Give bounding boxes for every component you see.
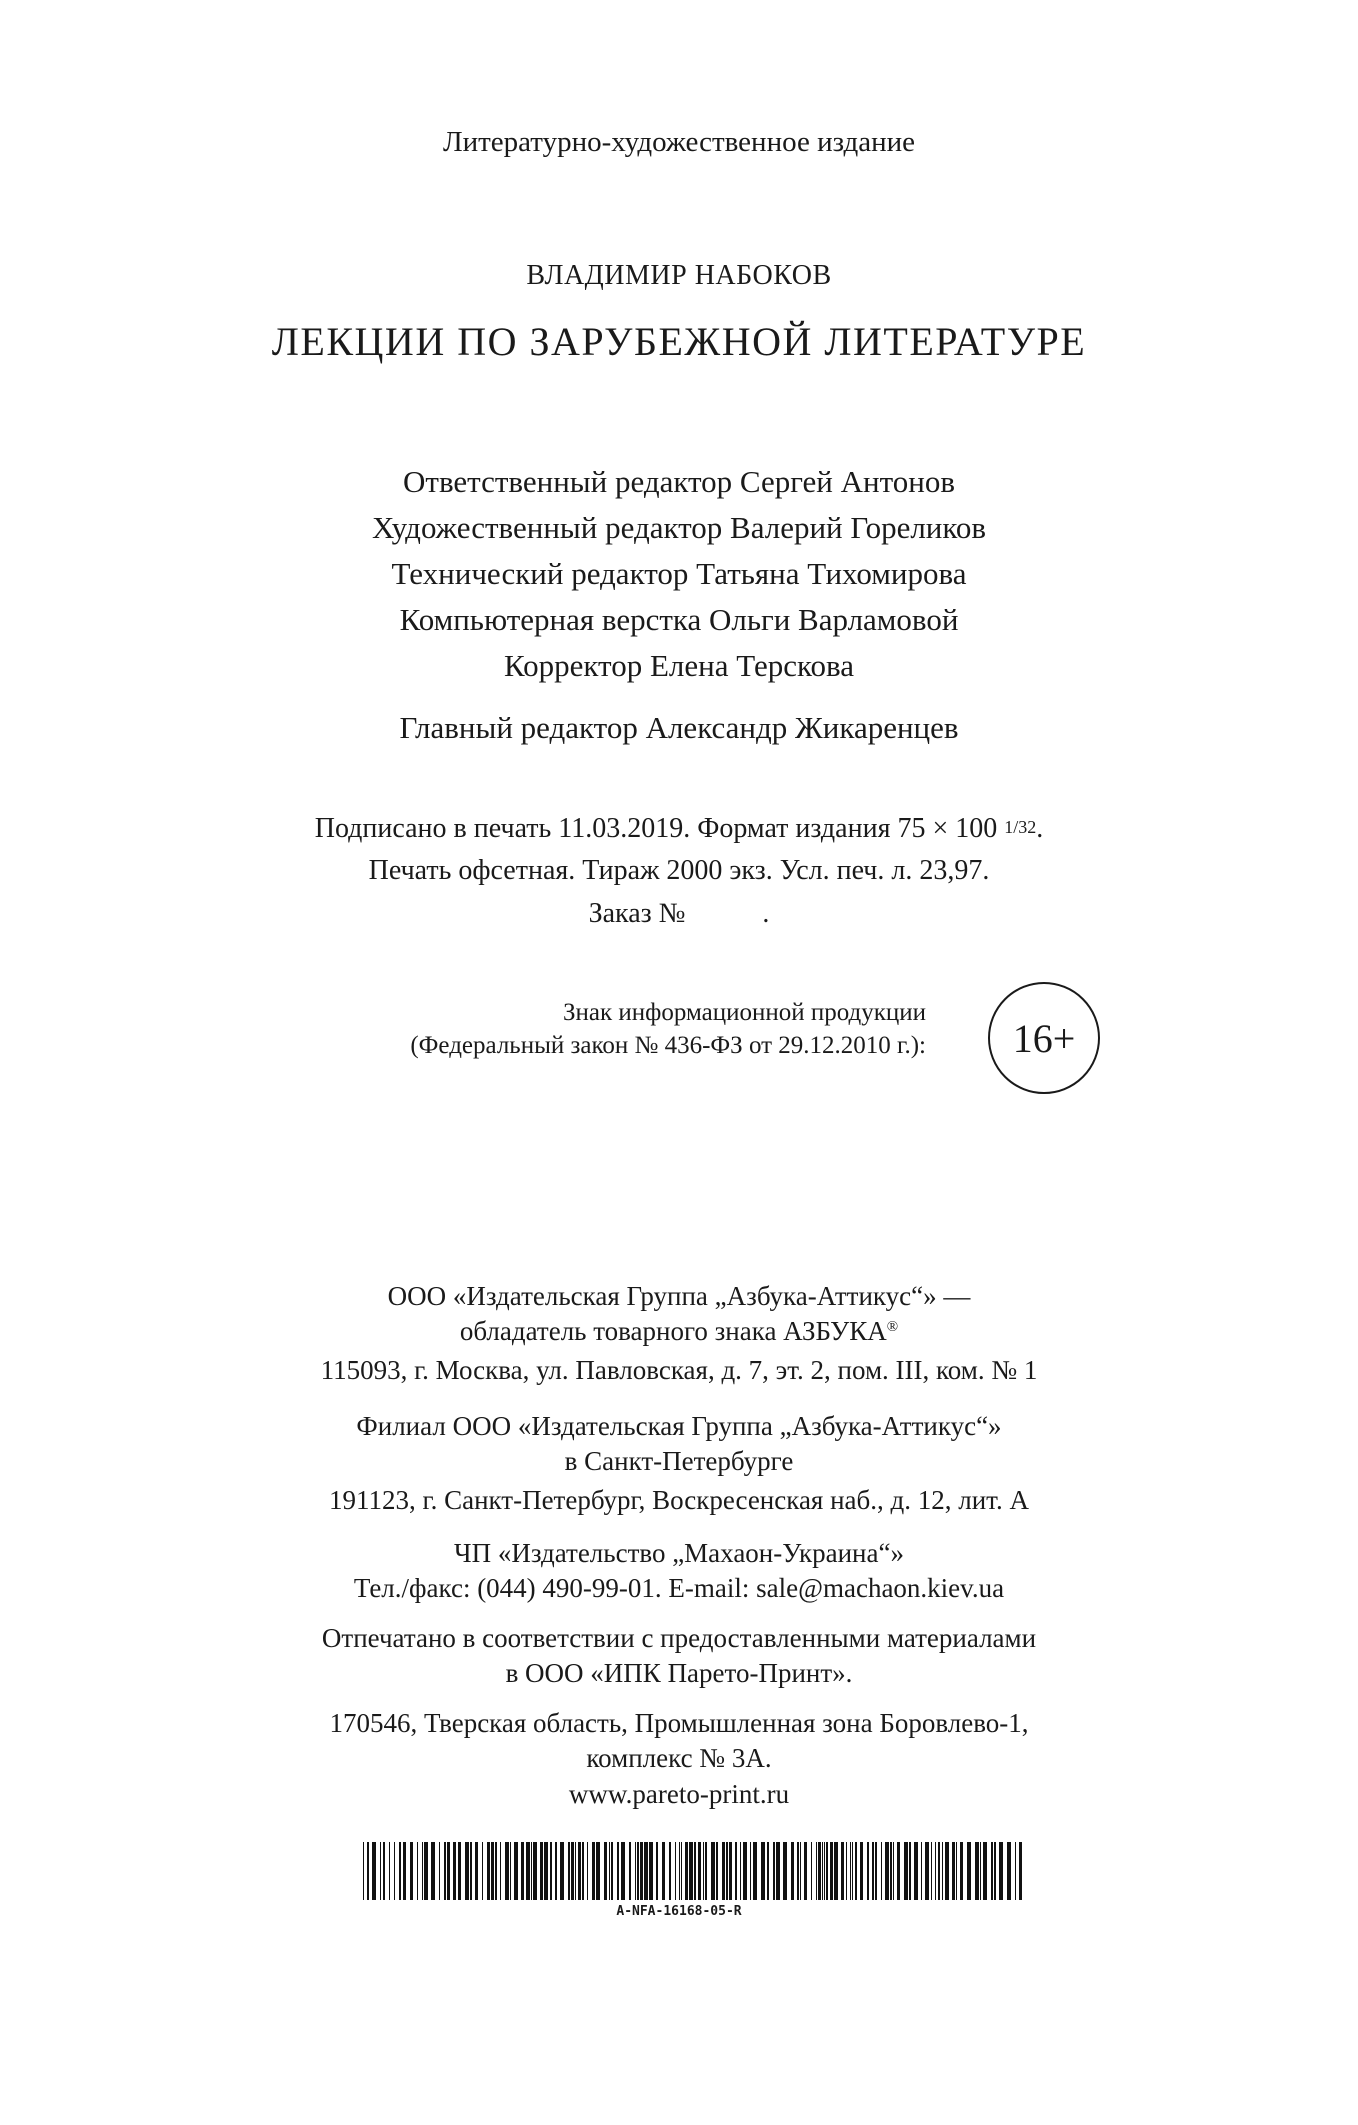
age-rating-badge bbox=[988, 982, 1100, 1094]
barcode-bar bbox=[826, 1842, 828, 1900]
barcode-bar bbox=[956, 1842, 957, 1900]
barcode-bar bbox=[729, 1842, 732, 1900]
barcode-bar bbox=[662, 1842, 665, 1900]
barcode-bar bbox=[855, 1842, 857, 1900]
barcode-bar bbox=[533, 1842, 537, 1900]
credit-line: Художественный редактор Валерий Гореликов bbox=[371, 510, 987, 545]
barcode-bar bbox=[611, 1842, 613, 1900]
barcode-bar bbox=[635, 1842, 636, 1900]
printer-line: Отпечатано в соответствии с предоставленными материалами bbox=[321, 1623, 1037, 1653]
barcode-bar bbox=[945, 1842, 949, 1900]
printer-address: 170546, Тверская область, Промышленная зона Боровлево-1, bbox=[329, 1708, 1029, 1738]
barcode-bar bbox=[783, 1842, 787, 1900]
barcode-bar bbox=[675, 1842, 676, 1900]
barcode-bar bbox=[726, 1842, 728, 1900]
barcode-bar bbox=[417, 1842, 418, 1900]
barcode-bar bbox=[394, 1842, 395, 1900]
barcode-bar bbox=[694, 1842, 696, 1900]
barcode-bar bbox=[750, 1842, 751, 1900]
barcode-bar bbox=[1015, 1842, 1016, 1900]
barcode-bar bbox=[975, 1842, 979, 1900]
barcode-bar bbox=[372, 1842, 376, 1900]
barcode-bar bbox=[604, 1842, 607, 1900]
barcode-bar bbox=[716, 1842, 718, 1900]
barcode-bar bbox=[629, 1842, 631, 1900]
barcode-bar bbox=[531, 1842, 532, 1900]
barcode-bar bbox=[841, 1842, 844, 1900]
ukraine-publisher: ЧП «Издательство „Махаон-Украина“» bbox=[454, 1538, 904, 1568]
barcode-bar bbox=[890, 1842, 892, 1900]
barcode-bar bbox=[587, 1842, 588, 1900]
branch-address: 191123, г. Санкт-Петербург, Воскресенская наб., д. 12, лит. А bbox=[329, 1485, 1029, 1515]
book-title: ЛЕКЦИИ ПО ЗАРУБЕЖНОЙ ЛИТЕРАТУРЕ bbox=[271, 319, 1087, 364]
barcode-bar bbox=[960, 1842, 963, 1900]
barcode-bar bbox=[925, 1842, 929, 1900]
author-name: ВЛАДИМИР НАБОКОВ bbox=[526, 260, 832, 291]
barcode-bar bbox=[850, 1842, 851, 1900]
barcode-bar bbox=[797, 1842, 799, 1900]
barcode-bar bbox=[424, 1842, 428, 1900]
branch-line: в Санкт-Петербурге bbox=[564, 1446, 794, 1476]
credit-line: Компьютерная верстка Ольги Варламовой bbox=[399, 602, 959, 637]
barcode-bar bbox=[514, 1842, 518, 1900]
barcode-bar bbox=[931, 1842, 932, 1900]
barcode-bar bbox=[983, 1842, 987, 1900]
barcode-bar bbox=[846, 1842, 847, 1900]
barcode-bar bbox=[458, 1842, 461, 1900]
credit-line: Технический редактор Татьяна Тихомирова bbox=[391, 556, 967, 591]
barcode-bar bbox=[991, 1842, 993, 1900]
barcode-bar bbox=[568, 1842, 570, 1900]
barcode-bar bbox=[491, 1842, 494, 1900]
barcode-bar bbox=[575, 1842, 576, 1900]
barcode-bar bbox=[999, 1842, 1003, 1900]
barcode-bar bbox=[500, 1842, 501, 1900]
barcode-bar bbox=[555, 1842, 557, 1900]
barcode-bar bbox=[495, 1842, 497, 1900]
barcode-bar bbox=[804, 1842, 807, 1900]
barcode-bar bbox=[872, 1842, 874, 1900]
barcode-bar bbox=[505, 1842, 509, 1900]
barcode-bar bbox=[852, 1842, 853, 1900]
barcode-bar bbox=[689, 1842, 693, 1900]
barcode-bar bbox=[800, 1842, 801, 1900]
info-sign-line: Знак информационной продукции bbox=[562, 999, 926, 1026]
barcode-bar bbox=[761, 1842, 765, 1900]
barcode-bar bbox=[904, 1842, 908, 1900]
barcode-bar bbox=[773, 1842, 775, 1900]
barcode-bar bbox=[470, 1842, 472, 1900]
barcode-bar bbox=[822, 1842, 823, 1900]
order-number-line: Заказ № . bbox=[588, 898, 770, 929]
age-rating: 16+ bbox=[1012, 1015, 1076, 1061]
barcode-bar bbox=[640, 1842, 643, 1900]
barcode-bar bbox=[860, 1842, 863, 1900]
print-info-line: Печать офсетная. Тираж 2000 экз. Усл. печ. л. 23,97. bbox=[368, 855, 990, 886]
publisher-line bbox=[0, 1318, 1358, 1345]
barcode-bar bbox=[422, 1842, 423, 1900]
barcode-bar bbox=[550, 1842, 552, 1900]
barcode-bar bbox=[914, 1842, 918, 1900]
barcode-bar bbox=[897, 1842, 900, 1900]
barcode-bar bbox=[994, 1842, 996, 1900]
barcode-bar bbox=[644, 1842, 648, 1900]
barcode-bar bbox=[705, 1842, 707, 1900]
barcode-bar bbox=[582, 1842, 584, 1900]
printer-website: www.pareto-print.ru bbox=[568, 1779, 790, 1809]
printer-line: в ООО «ИПК Парето-Принт». bbox=[505, 1658, 853, 1688]
barcode-bar bbox=[685, 1842, 688, 1900]
credit-line: Ответственный редактор Сергей Антонов bbox=[403, 464, 955, 499]
barcode-bar bbox=[735, 1842, 737, 1900]
registered-mark: ® bbox=[886, 1319, 899, 1335]
print-info-line: Подписано в печать 11.03.2019. Формат издания 75 × 100 1/32. bbox=[314, 813, 1044, 844]
barcode-bar bbox=[967, 1842, 971, 1900]
barcode-bar bbox=[617, 1842, 619, 1900]
barcode-bar bbox=[1019, 1842, 1022, 1900]
barcode-bar bbox=[753, 1842, 757, 1900]
barcode-bar bbox=[560, 1842, 564, 1900]
barcode-bar bbox=[679, 1842, 680, 1900]
barcode-bar bbox=[740, 1842, 741, 1900]
format-fraction: 1/32 bbox=[1004, 817, 1037, 837]
barcode-bar bbox=[776, 1842, 780, 1900]
barcode-bar bbox=[1007, 1842, 1011, 1900]
barcode-bar bbox=[447, 1842, 450, 1900]
barcode-bar bbox=[942, 1842, 943, 1900]
barcode-bar bbox=[389, 1842, 390, 1900]
barcode-bar bbox=[952, 1842, 955, 1900]
barcode-bar bbox=[681, 1842, 682, 1900]
barcode-bar bbox=[521, 1842, 524, 1900]
printer-address: комплекс № 3А. bbox=[586, 1743, 772, 1773]
barcode-bar bbox=[938, 1842, 940, 1900]
barcode-bar bbox=[403, 1842, 406, 1900]
barcode-bar bbox=[621, 1842, 625, 1900]
barcode-bar bbox=[935, 1842, 936, 1900]
barcode-bar bbox=[867, 1842, 869, 1900]
barcode-bar bbox=[669, 1842, 671, 1900]
credit-line: Корректор Елена Терскова bbox=[504, 648, 854, 683]
barcode-bar bbox=[410, 1842, 413, 1900]
barcode-bar bbox=[811, 1842, 812, 1900]
barcode-bar bbox=[656, 1842, 658, 1900]
chief-editor-line: Главный редактор Александр Жикаренцев bbox=[399, 710, 959, 745]
barcode-bar bbox=[383, 1842, 385, 1900]
barcode-bar bbox=[399, 1842, 401, 1900]
barcode-bar bbox=[380, 1842, 381, 1900]
barcode-bar bbox=[487, 1842, 490, 1900]
barcode-bar bbox=[767, 1842, 769, 1900]
barcode-bar bbox=[834, 1842, 838, 1900]
barcode-bar bbox=[439, 1842, 440, 1900]
barcode-bar bbox=[711, 1842, 715, 1900]
barcode-bar bbox=[571, 1842, 574, 1900]
barcode-bar bbox=[830, 1842, 833, 1900]
barcode-bar bbox=[431, 1842, 435, 1900]
barcode-bar bbox=[909, 1842, 911, 1900]
print-info-text: Подписано в печать 11.03.2019. Формат издания 75 × 100 bbox=[314, 813, 998, 844]
barcode-bar bbox=[698, 1842, 701, 1900]
barcode-bar bbox=[743, 1842, 747, 1900]
barcode-bar bbox=[444, 1842, 446, 1900]
barcode-bar bbox=[453, 1842, 456, 1900]
barcode-bar bbox=[526, 1842, 530, 1900]
branch-line: Филиал ООО «Издательская Группа „Азбука-Аттикус“» bbox=[356, 1411, 1002, 1441]
info-sign-text bbox=[286, 996, 926, 1062]
barcode-bar bbox=[540, 1842, 543, 1900]
barcode bbox=[363, 1842, 1029, 1900]
barcode-bar bbox=[465, 1842, 469, 1900]
barcode-bar bbox=[791, 1842, 794, 1900]
barcode-bar bbox=[649, 1842, 653, 1900]
barcode-bar bbox=[637, 1842, 639, 1900]
info-sign-law: (Федеральный закон № 436-ФЗ от 29.12.2010 г.): bbox=[410, 1032, 926, 1059]
barcode-bar bbox=[893, 1842, 894, 1900]
barcode-bar bbox=[592, 1842, 595, 1900]
contact-line: Тел./факс: (044) 490-99-01. E-mail: sale@machaon.kiev.ua bbox=[353, 1573, 1005, 1603]
barcode-bar bbox=[609, 1842, 610, 1900]
barcode-bar bbox=[881, 1842, 882, 1900]
barcode-bar bbox=[875, 1842, 877, 1900]
barcode-bar bbox=[596, 1842, 600, 1900]
publisher-line: ООО «Издательская Группа „Азбука-Аттикус“» — bbox=[387, 1281, 971, 1311]
barcode-bar bbox=[703, 1842, 704, 1900]
barcode-bar bbox=[980, 1842, 981, 1900]
barcode-bar bbox=[510, 1842, 511, 1900]
barcode-bar bbox=[363, 1842, 364, 1900]
barcode-code: A-NFA-16168-05-R bbox=[616, 1904, 742, 1919]
barcode-bar bbox=[818, 1842, 821, 1900]
barcode-bar bbox=[578, 1842, 581, 1900]
barcode-bar bbox=[722, 1842, 725, 1900]
publisher-address: 115093, г. Москва, ул. Павловская, д. 7, эт. 2, пом. III, ком. № 1 bbox=[320, 1355, 1038, 1385]
barcode-bar bbox=[885, 1842, 889, 1900]
barcode-bar bbox=[367, 1842, 369, 1900]
publisher-trademark-text: обладатель товарного знака АЗБУКА bbox=[459, 1316, 887, 1346]
barcode-bar bbox=[475, 1842, 478, 1900]
barcode-bar bbox=[482, 1842, 483, 1900]
barcode-bar bbox=[921, 1842, 922, 1900]
barcode-bar bbox=[824, 1842, 825, 1900]
edition-type: Литературно-художественное издание bbox=[442, 126, 916, 158]
barcode-bar bbox=[544, 1842, 548, 1900]
barcode-bar bbox=[816, 1842, 817, 1900]
